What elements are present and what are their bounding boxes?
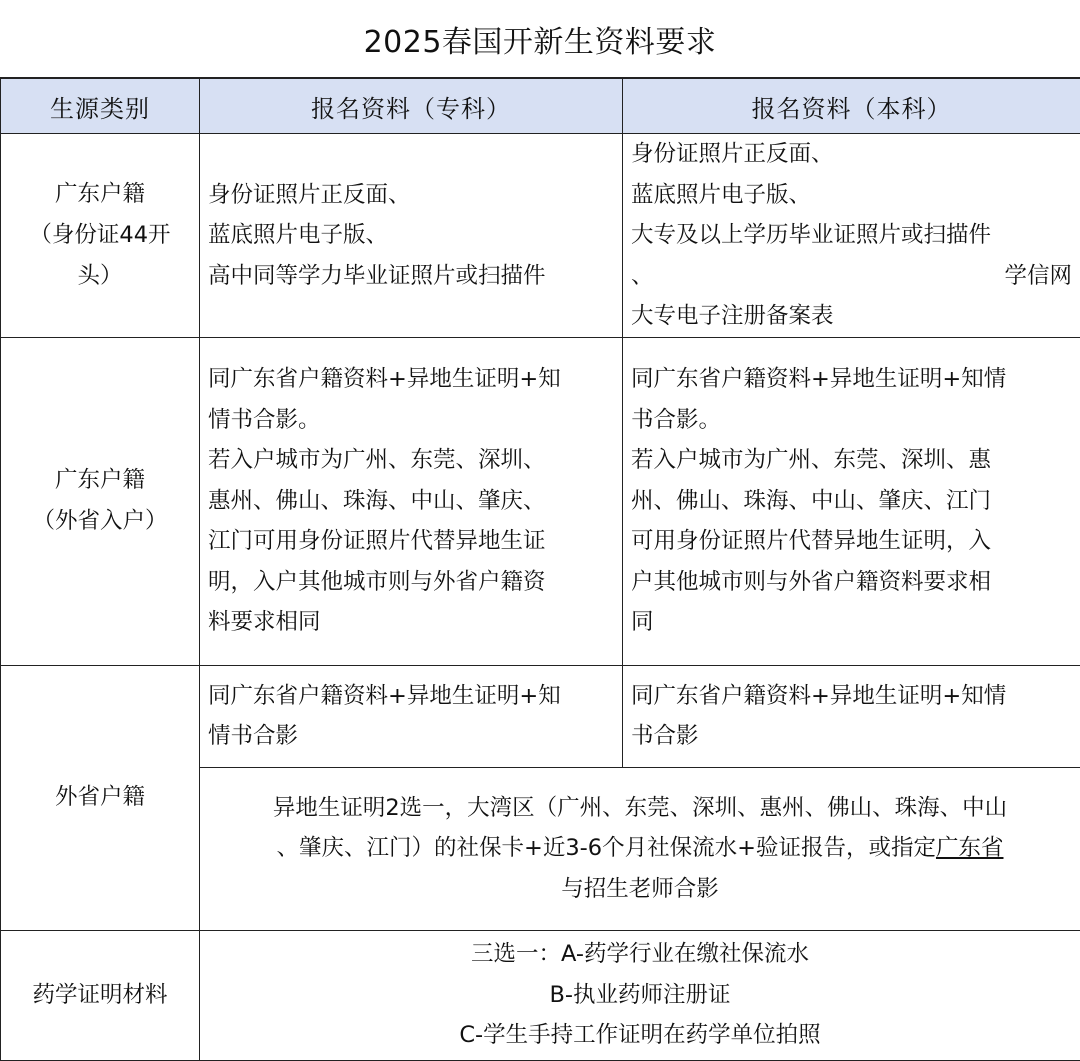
requirement-line: 州、佛山、珠海、中山、肇庆、江门 <box>631 481 1072 522</box>
header-category: 生源类别 <box>1 79 200 134</box>
requirement-line: C-学生手持工作证明在药学单位拍照 <box>208 1015 1072 1056</box>
table-row-out-province <box>1 665 1080 767</box>
table-row-pharmacy <box>1 930 1080 1060</box>
requirement-line: 蓝底照片电子版、 <box>208 215 614 256</box>
requirement-line: 情书合影。 <box>208 400 614 441</box>
bachelor-requirements-cell <box>623 337 1080 665</box>
category-label-line: （外省入户） <box>7 501 193 542</box>
requirement-line: 明，入户其他城市则与外省户籍资 <box>208 562 614 603</box>
category-label-line: 广东户籍 <box>7 460 193 501</box>
requirement-line: 大专电子注册备案表 <box>631 296 1072 337</box>
requirement-line: 同广东省户籍资料+异地生证明+知情 <box>631 676 1072 717</box>
requirement-line: 身份证照片正反面、 <box>631 134 1072 175</box>
requirement-line: 同广东省户籍资料+异地生证明+知 <box>208 676 614 717</box>
requirement-line: 同广东省户籍资料+异地生证明+知 <box>208 359 614 400</box>
junior-requirements-cell <box>200 665 623 767</box>
requirement-line: 异地生证明2选一，大湾区（广州、东莞、深圳、惠州、佛山、珠海、中山 <box>208 788 1072 829</box>
junior-requirements-cell <box>200 134 623 338</box>
table-header-row <box>1 79 1080 134</box>
requirement-line: 大专及以上学历毕业证照片或扫描件 <box>631 215 1072 256</box>
requirement-line: 同 <box>631 602 1072 643</box>
requirement-line: 同广东省户籍资料+异地生证明+知情 <box>631 359 1072 400</box>
requirement-line: 书合影 <box>631 716 1072 757</box>
requirement-line: 高中同等学力毕业证照片或扫描件 <box>208 256 614 297</box>
page-title: 2025春国开新生资料要求 <box>0 0 1080 78</box>
requirement-line: 三选一：A-药学行业在缴社保流水 <box>208 934 1072 975</box>
requirement-line: 情书合影 <box>208 716 614 757</box>
requirement-line: 若入户城市为广州、东莞、深圳、 <box>208 440 614 481</box>
category-cell <box>1 337 200 665</box>
requirement-line: 若入户城市为广州、东莞、深圳、惠 <box>631 440 1072 481</box>
category-label-line: 广东户籍 <box>7 174 193 215</box>
table-row-gd-local <box>1 134 1080 338</box>
remote-student-proof-cell <box>200 767 1080 930</box>
requirement-fragment: 学信网 <box>1004 256 1072 297</box>
category-label-line: （身份证44开 <box>7 215 193 256</box>
category-cell: 药学证明材料 <box>1 930 200 1060</box>
table-row-gd-moved-in <box>1 337 1080 665</box>
requirement-line: 江门可用身份证照片代替异地生证 <box>208 521 614 562</box>
requirements-table <box>0 78 1080 1061</box>
bachelor-requirements-cell <box>623 665 1080 767</box>
requirement-line: 书合影。 <box>631 400 1072 441</box>
bachelor-requirements-cell <box>623 134 1080 338</box>
requirement-line: B-执业药师注册证 <box>208 975 1072 1016</box>
header-junior-college: 报名资料（专科） <box>200 79 623 134</box>
requirement-fragment: 、 <box>631 256 654 297</box>
requirement-fragment: 、肇庆、江门）的社保卡+近3-6个月社保流水+验证报告，或指定 <box>277 835 936 861</box>
junior-requirements-cell <box>200 337 623 665</box>
requirement-split-line <box>631 256 1072 297</box>
header-bachelor: 报名资料（本科） <box>623 79 1080 134</box>
requirement-line: 与招生老师合影 <box>208 869 1072 910</box>
requirement-line: 蓝底照片电子版、 <box>631 175 1072 216</box>
category-label-line: 头） <box>7 256 193 297</box>
pharmacy-proof-cell <box>200 930 1080 1060</box>
requirement-line: 惠州、佛山、珠海、中山、肇庆、 <box>208 481 614 522</box>
requirement-line: 可用身份证照片代替异地生证明，入 <box>631 521 1072 562</box>
requirement-line: 户其他城市则与外省户籍资料要求相 <box>631 562 1072 603</box>
requirement-line: 身份证照片正反面、 <box>208 175 614 216</box>
requirement-line <box>208 828 1072 869</box>
category-cell <box>1 134 200 338</box>
category-cell: 外省户籍 <box>1 665 200 930</box>
requirement-line: 料要求相同 <box>208 602 614 643</box>
guangdong-link[interactable]: 广东省 <box>936 835 1004 861</box>
